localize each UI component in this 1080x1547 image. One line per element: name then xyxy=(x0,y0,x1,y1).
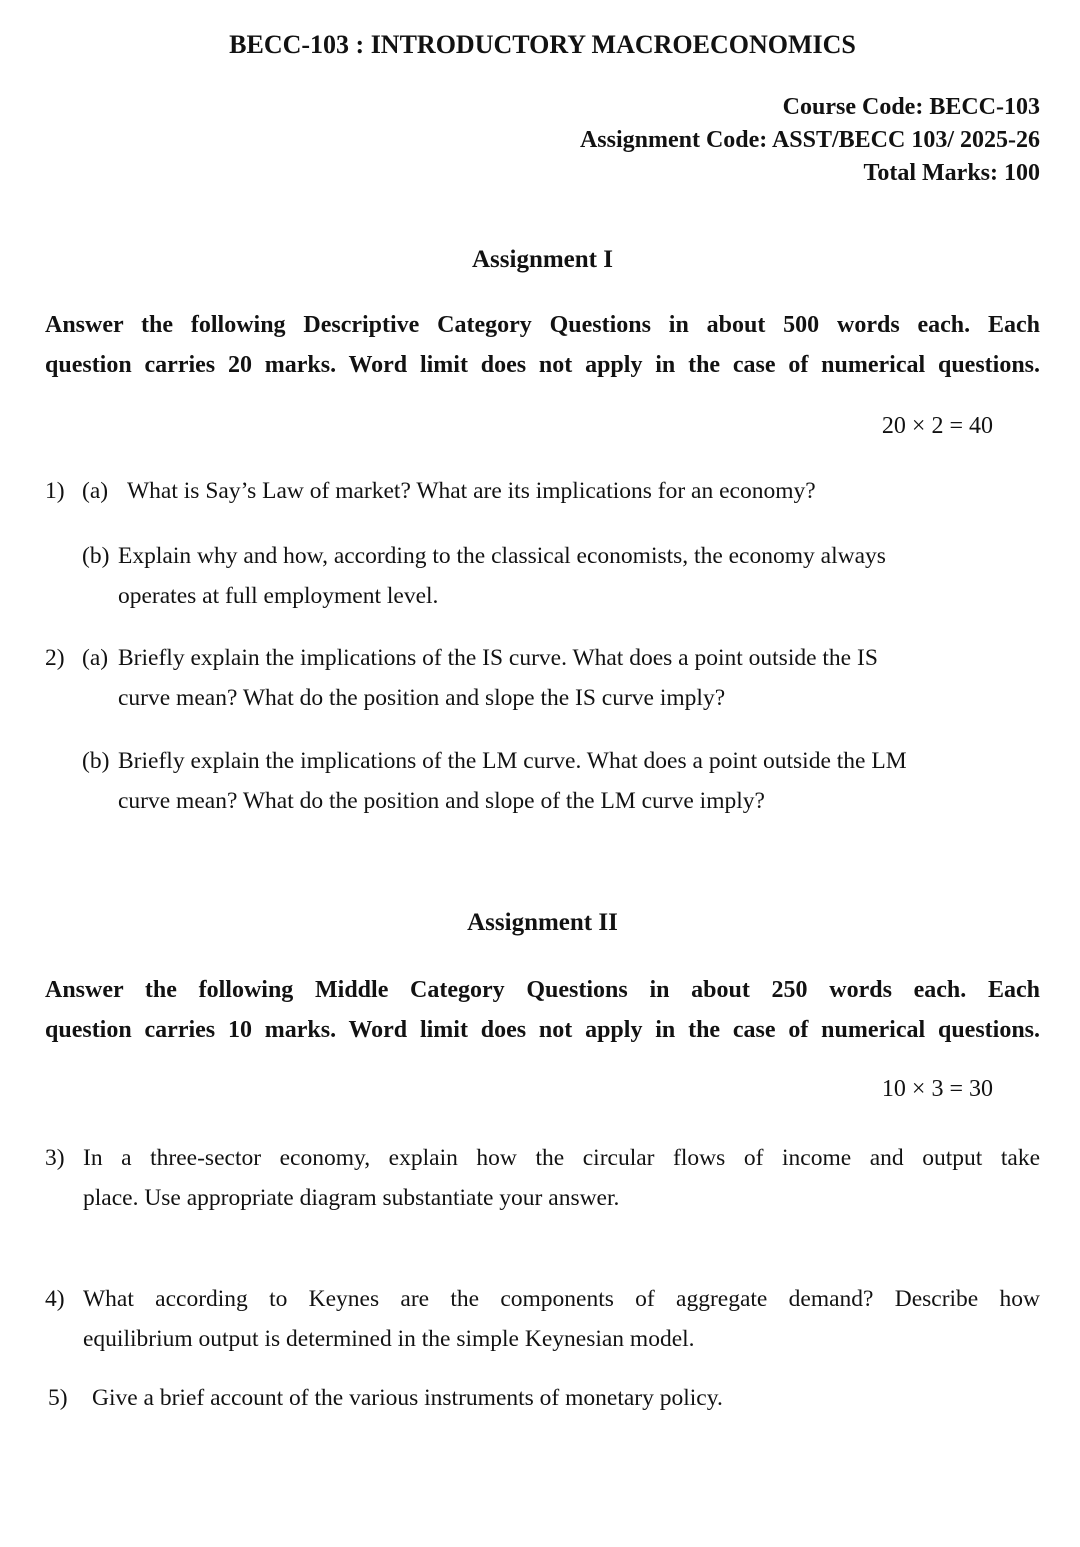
question-line: equilibrium output is determined in the simple Keynesian model. xyxy=(83,1326,695,1352)
question-line: Explain why and how, according to the classical economists, the economy always xyxy=(118,543,886,569)
question-line: place. Use appropriate diagram substantiate your answer. xyxy=(83,1185,620,1211)
header-info xyxy=(45,91,1040,190)
question-2b xyxy=(45,741,1040,821)
question-text xyxy=(127,471,1040,511)
question-text xyxy=(92,1378,1040,1418)
question-line: In a three-sector economy, explain how the circular flows of income and output take xyxy=(83,1145,1040,1171)
indent-spacer xyxy=(45,536,82,616)
sub-question-label: (a) xyxy=(82,645,109,671)
question-line: Give a brief account of the various instruments of monetary policy. xyxy=(92,1385,723,1411)
total-marks-line: Total Marks: 100 xyxy=(863,160,1040,186)
question-number: 4) xyxy=(45,1286,65,1312)
instructions-line: question carries 20 marks. Word limit does not apply in the case of numerical questions. xyxy=(45,351,1040,378)
question-text xyxy=(83,1279,1040,1359)
marks-formula-1: 20 × 2 = 40 xyxy=(881,413,993,439)
question-number: 2) xyxy=(45,645,65,671)
instructions-line: Answer the following Descriptive Category Questions in about 500 words each. Each xyxy=(45,312,1040,338)
question-3 xyxy=(45,1138,1040,1218)
question-text xyxy=(83,1138,1040,1218)
question-line: curve mean? What do the position and slope of the LM curve imply? xyxy=(118,788,765,814)
question-line: What according to Keynes are the components of aggregate demand? Describe how xyxy=(83,1286,1040,1312)
question-1b xyxy=(45,536,1040,616)
course-code-line: Course Code: BECC-103 xyxy=(782,94,1040,120)
instructions-line: Answer the following Middle Category Questions in about 250 words each. Each xyxy=(45,977,1040,1003)
question-line: What is Say’s Law of market? What are its implications for an economy? xyxy=(127,478,816,504)
assignment1-heading: Assignment I xyxy=(472,246,613,273)
assignment2-instructions xyxy=(45,971,1040,1050)
page-title: BECC-103 : INTRODUCTORY MACROECONOMICS xyxy=(229,30,856,59)
question-4 xyxy=(45,1279,1040,1359)
question-text xyxy=(118,741,1040,821)
question-text xyxy=(118,638,1040,718)
assignment-code-line: Assignment Code: ASST/BECC 103/ 2025-26 xyxy=(579,127,1040,153)
question-number: 1) xyxy=(45,478,65,504)
question-line: curve mean? What do the position and slope the IS curve imply? xyxy=(118,685,726,711)
sub-question-label: (a) xyxy=(82,478,109,504)
sub-question-label: (b) xyxy=(82,543,110,569)
question-line: Briefly explain the implications of the IS curve. What does a point outside the IS xyxy=(118,645,878,671)
question-line: Briefly explain the implications of the LM curve. What does a point outside the LM xyxy=(118,748,907,774)
question-text xyxy=(118,536,1040,616)
indent-spacer xyxy=(45,741,82,821)
question-5 xyxy=(45,1378,1040,1418)
document-page xyxy=(0,28,1080,1547)
question-1a xyxy=(45,471,1040,511)
assignment1-instructions xyxy=(45,306,1040,385)
marks-formula-2: 10 × 3 = 30 xyxy=(881,1076,993,1102)
assignment2-heading: Assignment II xyxy=(467,909,618,936)
sub-question-label: (b) xyxy=(82,748,110,774)
instructions-line: question carries 10 marks. Word limit does not apply in the case of numerical questions. xyxy=(45,1016,1040,1043)
question-number: 5) xyxy=(48,1385,68,1411)
question-2a xyxy=(45,638,1040,718)
question-line: operates at full employment level. xyxy=(118,583,439,609)
question-number: 3) xyxy=(45,1145,65,1171)
